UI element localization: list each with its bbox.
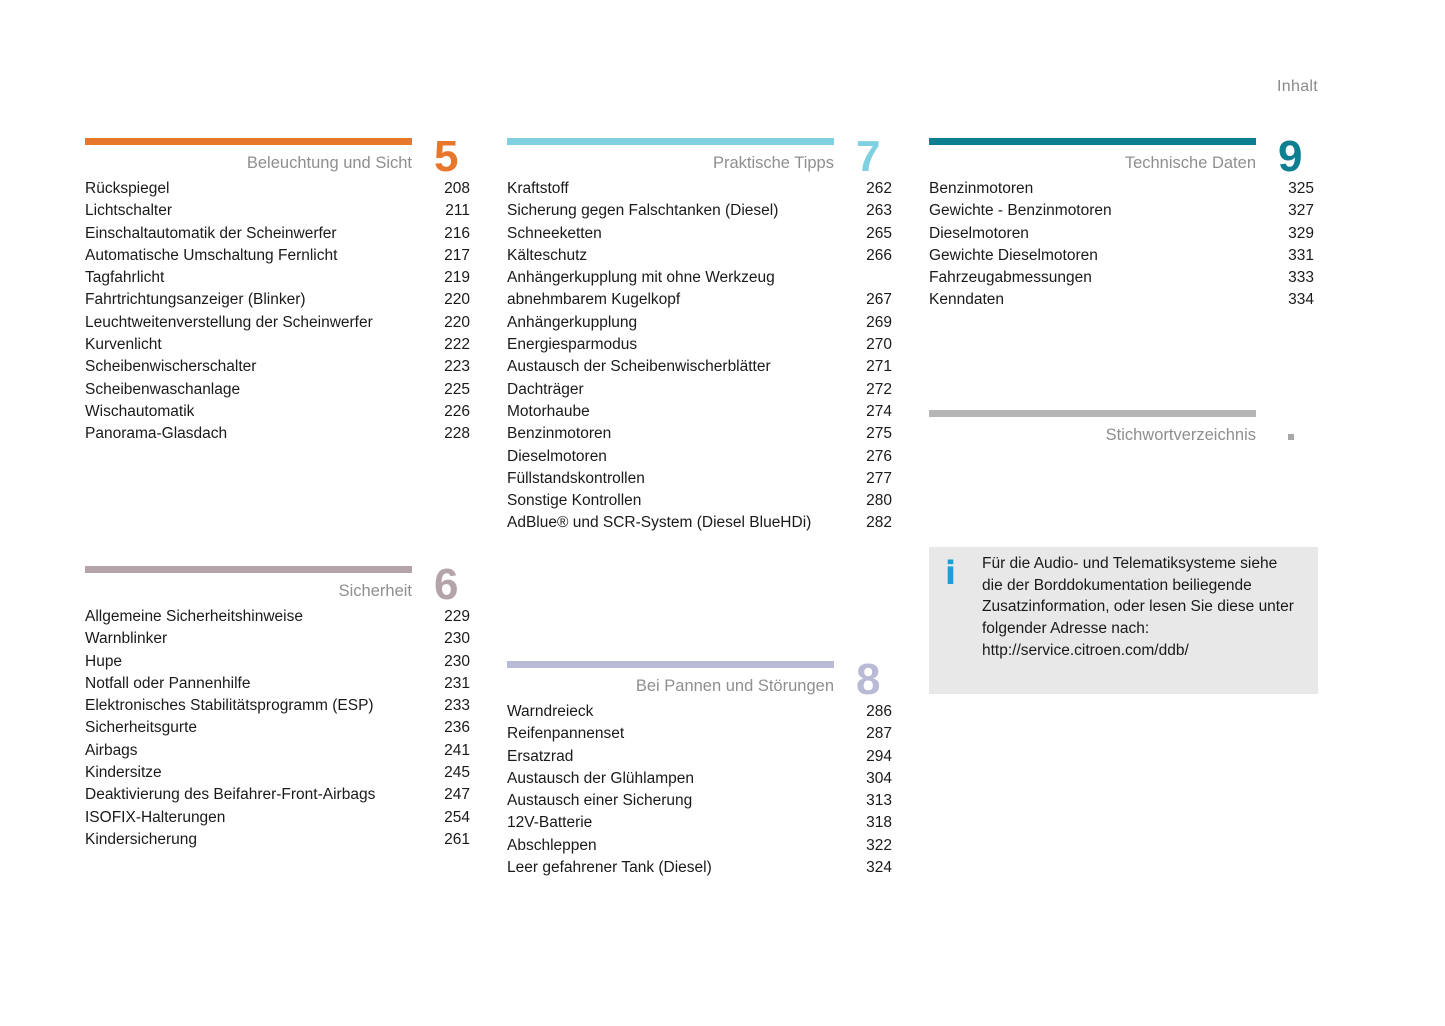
- toc-entry-label: Anhängerkupplung mit ohne Werkzeug abnehmbarem Kugelkopf: [507, 269, 775, 309]
- toc-entry[interactable]: [85, 334, 470, 356]
- toc-entry-page-number: 226: [444, 402, 470, 420]
- toc-entry-page-number: 294: [866, 747, 892, 765]
- toc-entry[interactable]: [507, 267, 892, 312]
- section-color-bar: [85, 566, 412, 573]
- toc-entry[interactable]: [507, 223, 892, 245]
- toc-entry[interactable]: [85, 178, 470, 200]
- toc-entry-label: Einschaltautomatik der Scheinwerfer: [85, 224, 337, 242]
- toc-entry[interactable]: [85, 740, 470, 762]
- toc-entry-page-number: 324: [866, 859, 892, 877]
- toc-entry-page-number: 247: [444, 786, 470, 804]
- toc-entry-page-number: 322: [866, 836, 892, 854]
- toc-entry[interactable]: [85, 695, 470, 717]
- toc-entry-page-number: 331: [1288, 246, 1314, 264]
- toc-entry-page-number: 272: [866, 380, 892, 398]
- toc-entry[interactable]: [85, 628, 470, 650]
- toc-entry-page-number: 287: [866, 725, 892, 743]
- toc-entry-label: Warndreieck: [507, 703, 594, 720]
- toc-entry-page-number: 325: [1288, 180, 1314, 197]
- toc-entry-label: Kindersitze: [85, 764, 162, 782]
- toc-entry[interactable]: [85, 784, 470, 806]
- toc-entry-label: Scheibenwaschanlage: [85, 380, 241, 398]
- section-color-bar: [507, 138, 834, 145]
- toc-entry[interactable]: [507, 812, 892, 834]
- toc-entry-page-number: 280: [866, 492, 892, 510]
- toc-entry-label: Sonstige Kontrollen: [507, 492, 642, 510]
- toc-entry[interactable]: [507, 379, 892, 401]
- toc-entry-label: Rückspiegel: [85, 180, 170, 197]
- toc-entry[interactable]: [929, 289, 1314, 311]
- toc-entry[interactable]: [507, 512, 892, 534]
- toc-entry-label: Hupe: [85, 652, 123, 670]
- toc-entry-label: Anhängerkupplung: [507, 313, 638, 331]
- section-color-bar: [929, 138, 1256, 145]
- toc-entry-page-number: 262: [866, 180, 892, 197]
- section-beleuchtung-und-sicht: [85, 132, 470, 446]
- section-title: Beleuchtung und Sicht: [246, 154, 412, 172]
- toc-entry-page-number: 266: [866, 246, 892, 264]
- toc-entry[interactable]: [85, 401, 470, 423]
- toc-entry[interactable]: [507, 334, 892, 356]
- toc-entry-page-number: 333: [1288, 269, 1314, 287]
- toc-entry-label: Benzinmotoren: [507, 425, 612, 443]
- toc-entry-label: Tagfahrlicht: [85, 269, 165, 287]
- toc-entry-label: Scheibenwischerschalter: [85, 358, 257, 376]
- section-title: Technische Daten: [1124, 154, 1256, 172]
- toc-entry-label: Leuchtweitenverstellung der Scheinwerfer: [85, 313, 373, 331]
- toc-entry-page-number: 236: [444, 719, 470, 737]
- toc-entry-label: Motorhaube: [507, 402, 590, 420]
- toc-entry-label: Kraftstoff: [507, 180, 569, 197]
- toc-entry[interactable]: [929, 267, 1314, 289]
- toc-entry-list: [929, 178, 1314, 312]
- toc-entry-page-number: 318: [866, 814, 892, 832]
- section-technische-daten: [929, 132, 1314, 312]
- toc-entry[interactable]: [85, 312, 470, 334]
- toc-entry-page-number: 276: [866, 447, 892, 465]
- toc-entry-label: Gewichte Dieselmotoren: [929, 246, 1098, 264]
- toc-entry-page-number: 334: [1288, 291, 1314, 309]
- toc-entry-page-number: 261: [444, 830, 470, 848]
- toc-entry-page-number: 277: [866, 469, 892, 487]
- toc-entry-label: Warnblinker: [85, 630, 168, 648]
- toc-entry[interactable]: [85, 423, 470, 445]
- info-text-line: Für die Audio- und Telematiksysteme siehe: [982, 555, 1278, 572]
- toc-entry-page-number: 217: [444, 246, 470, 264]
- toc-entry-page-number: 241: [444, 741, 470, 759]
- section-color-bar: [507, 661, 834, 668]
- toc-entry[interactable]: [85, 606, 470, 628]
- toc-entry-label: Automatische Umschaltung Fernlicht: [85, 246, 338, 264]
- section-sicherheit: [85, 560, 470, 851]
- toc-entry[interactable]: [507, 490, 892, 512]
- toc-entry-label: Reifenpannenset: [507, 725, 625, 743]
- section-praktische-tipps: [507, 132, 892, 535]
- toc-entry-label: Kenndaten: [929, 291, 1004, 309]
- toc-entry-page-number: 271: [866, 358, 892, 376]
- toc-entry-label: Sicherheitsgurte: [85, 719, 198, 737]
- toc-entry[interactable]: [929, 178, 1314, 200]
- toc-entry-page-number: 233: [444, 697, 470, 715]
- toc-entry-page-number: 269: [866, 313, 892, 331]
- toc-entry[interactable]: [507, 746, 892, 768]
- toc-entry-list: [85, 606, 470, 851]
- toc-entry[interactable]: [507, 401, 892, 423]
- toc-entry-label: Schneeketten: [507, 224, 602, 242]
- info-url-link[interactable]: http://service.citroen.com/ddb/: [982, 641, 1189, 659]
- toc-entry-page-number: 254: [444, 808, 470, 826]
- info-icon: i: [945, 554, 956, 592]
- toc-entry-page-number: 327: [1288, 202, 1314, 220]
- section-color-bar: [85, 138, 412, 145]
- toc-entry[interactable]: [85, 651, 470, 673]
- toc-entry-label: Gewichte - Benzinmotoren: [929, 202, 1112, 220]
- toc-entry[interactable]: [85, 807, 470, 829]
- toc-entry-label: Wischautomatik: [85, 402, 195, 420]
- toc-entry-page-number: 229: [444, 608, 470, 625]
- toc-entry[interactable]: [85, 245, 470, 267]
- toc-entry-label: Abschleppen: [507, 836, 597, 854]
- info-text-line: folgender Adresse nach:: [982, 620, 1150, 638]
- toc-entry-label: Airbags: [85, 741, 138, 759]
- toc-entry-label: Kurvenlicht: [85, 336, 162, 354]
- toc-entry[interactable]: [85, 762, 470, 784]
- toc-entry-label: Kälteschutz: [507, 246, 588, 264]
- toc-entry-page-number: 230: [444, 652, 470, 670]
- toc-entry[interactable]: [507, 835, 892, 857]
- toc-entry-label: Dachträger: [507, 380, 584, 398]
- section-stichwortverzeichnis: [929, 410, 1314, 446]
- toc-entry-page-number: 220: [444, 313, 470, 331]
- toc-entry-list: [507, 178, 892, 535]
- toc-entry-page-number: 208: [444, 180, 470, 197]
- section-title: Praktische Tipps: [712, 154, 834, 172]
- toc-entry-label: Elektronisches Stabilitätsprogramm (ESP): [85, 697, 374, 715]
- info-box: [929, 547, 1318, 694]
- toc-entry-label: Austausch der Scheibenwischerblätter: [507, 358, 771, 376]
- section-number: 7: [856, 132, 881, 181]
- toc-entry-page-number: 286: [866, 703, 892, 720]
- toc-entry-label: Dieselmotoren: [929, 224, 1029, 242]
- toc-entry[interactable]: [507, 723, 892, 745]
- toc-entry-page-number: 313: [866, 792, 892, 810]
- toc-entry-label: Energiesparmodus: [507, 336, 638, 354]
- toc-entry-page-number: 228: [444, 425, 470, 443]
- toc-entry[interactable]: [507, 423, 892, 445]
- toc-entry-list: [85, 178, 470, 446]
- toc-entry[interactable]: [929, 200, 1314, 222]
- toc-entry-page-number: 231: [444, 674, 470, 692]
- toc-entry-label: AdBlue® und SCR-System (Diesel BlueHDi): [507, 514, 812, 532]
- toc-entry-page-number: 274: [866, 402, 892, 420]
- toc-entry-label: Austausch der Glühlampen: [507, 769, 694, 787]
- toc-entry[interactable]: [85, 829, 470, 851]
- section-title: Bei Pannen und Störungen: [635, 677, 834, 695]
- toc-entry-label: Austausch einer Sicherung: [507, 792, 693, 810]
- toc-entry[interactable]: [929, 245, 1314, 267]
- toc-entry-label: 12V-Batterie: [507, 814, 593, 832]
- toc-entry-page-number: 270: [866, 336, 892, 354]
- toc-entry-page-number: 230: [444, 630, 470, 648]
- toc-entry-label: Leer gefahrener Tank (Diesel): [507, 859, 712, 877]
- toc-entry-label: Kindersicherung: [85, 830, 198, 848]
- section-bei-pannen-und-stoerungen: [507, 655, 892, 879]
- section-title: Stichwortverzeichnis: [1105, 426, 1256, 444]
- toc-entry[interactable]: [507, 701, 892, 723]
- toc-entry-label: Füllstandskontrollen: [507, 469, 645, 487]
- toc-entry-list: [507, 701, 892, 879]
- toc-entry-label: Fahrzeugabmessungen: [929, 269, 1092, 287]
- toc-entry-label: Lichtschalter: [85, 202, 173, 220]
- toc-entry-page-number: 304: [866, 769, 892, 787]
- toc-entry-page-number: 222: [444, 336, 470, 354]
- info-text-line: Zusatzinformation, oder lesen Sie diese unter: [982, 598, 1294, 616]
- toc-entry[interactable]: [507, 178, 892, 200]
- toc-entry-label: Notfall oder Pannenhilfe: [85, 674, 251, 692]
- toc-entry[interactable]: [507, 312, 892, 334]
- toc-entry-page-number: 245: [444, 764, 470, 782]
- toc-entry-page-number: 219: [444, 269, 470, 287]
- toc-entry-label: Panorama-Glasdach: [85, 425, 228, 443]
- toc-entry[interactable]: [85, 223, 470, 245]
- toc-entry[interactable]: [85, 267, 470, 289]
- toc-entry-label: Allgemeine Sicherheitshinweise: [85, 608, 303, 625]
- toc-entry[interactable]: [85, 717, 470, 739]
- toc-entry-page-number: 267: [866, 291, 892, 309]
- toc-entry-page-number: 329: [1288, 224, 1314, 242]
- page-header-title: Inhalt: [1277, 78, 1318, 95]
- toc-entry[interactable]: [85, 356, 470, 378]
- section-title: Sicherheit: [338, 582, 412, 600]
- section-number: 6: [434, 560, 459, 609]
- section-number: 5: [434, 132, 459, 181]
- toc-entry-page-number: 282: [866, 514, 892, 532]
- toc-entry[interactable]: [507, 768, 892, 790]
- square-bullet-icon: [1288, 434, 1294, 440]
- toc-entry[interactable]: [507, 356, 892, 378]
- toc-entry[interactable]: [929, 223, 1314, 245]
- toc-entry[interactable]: [507, 200, 892, 222]
- toc-entry-label: Benzinmotoren: [929, 180, 1034, 197]
- toc-entry[interactable]: [507, 790, 892, 812]
- toc-entry-label: Dieselmotoren: [507, 447, 607, 465]
- toc-entry-page-number: 265: [866, 224, 892, 242]
- toc-entry-label: ISOFIX-Halterungen: [85, 808, 226, 826]
- toc-entry[interactable]: [507, 857, 892, 879]
- toc-entry-page-number: 220: [444, 291, 470, 309]
- toc-entry[interactable]: [85, 289, 470, 311]
- section-color-bar: [929, 410, 1256, 417]
- toc-entry[interactable]: [507, 446, 892, 468]
- toc-entry-page-number: 211: [445, 202, 470, 220]
- toc-entry-label: Ersatzrad: [507, 747, 574, 765]
- info-text: [982, 553, 1312, 662]
- toc-entry-page-number: 225: [444, 380, 470, 398]
- toc-entry-page-number: 263: [866, 202, 892, 220]
- toc-entry-label: Deaktivierung des Beifahrer-Front-Airbags: [85, 786, 376, 804]
- toc-entry[interactable]: [85, 200, 470, 222]
- section-number: 8: [856, 655, 881, 704]
- toc-entry-page-number: 275: [866, 425, 892, 443]
- toc-entry[interactable]: [507, 468, 892, 490]
- toc-entry-label: Sicherung gegen Falschtanken (Diesel): [507, 202, 779, 220]
- toc-entry[interactable]: [85, 673, 470, 695]
- toc-entry-label: Fahrtrichtungsanzeiger (Blinker): [85, 291, 306, 309]
- toc-entry[interactable]: [85, 379, 470, 401]
- toc-entry-page-number: 223: [444, 358, 470, 376]
- toc-entry[interactable]: [507, 245, 892, 267]
- section-number: 9: [1278, 132, 1303, 181]
- info-text-line: die der Borddokumentation beiliegende: [982, 576, 1252, 594]
- toc-entry-page-number: 216: [444, 224, 470, 242]
